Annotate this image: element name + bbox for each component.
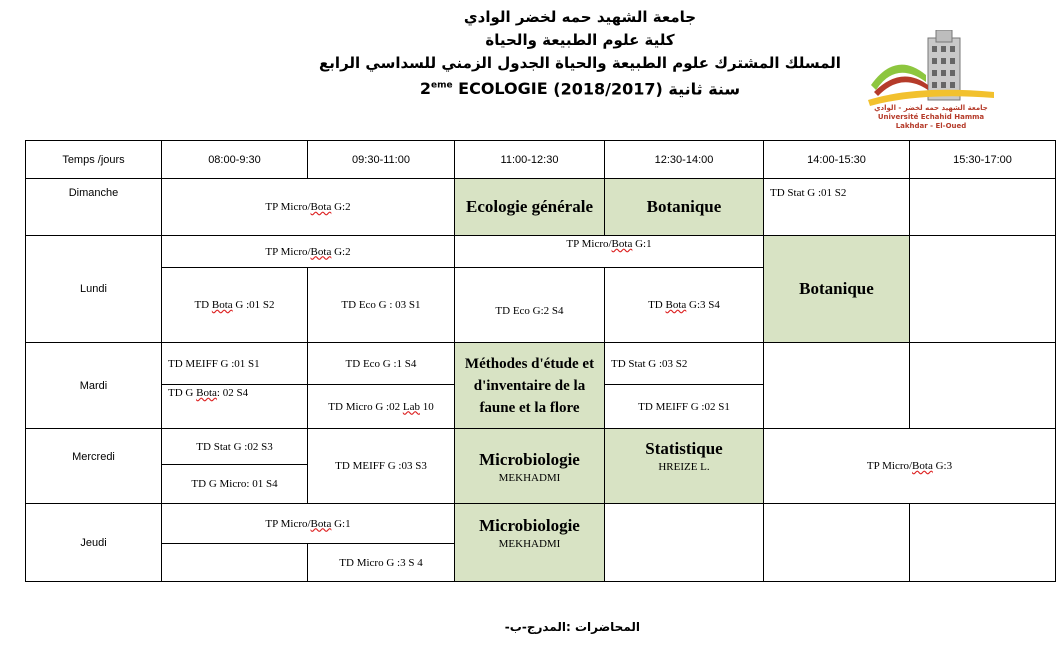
col-header: Temps /jours xyxy=(26,141,162,179)
session-cell: TP Micro/Bota G:1 xyxy=(455,236,764,268)
day-row-sunday xyxy=(26,179,1056,236)
lecture-cell: Statistique HREIZE L. xyxy=(605,429,764,504)
session-cell: TD Micro G :3 S 4 xyxy=(308,544,455,582)
session-cell: TD MEIFF G :01 S1 xyxy=(162,343,308,385)
session-cell: TD G Bota: 02 S4 xyxy=(162,385,308,429)
day-label: Lundi xyxy=(26,236,162,343)
session-cell: TD Stat G :01 S2 xyxy=(764,179,910,236)
day-label: Dimanche xyxy=(26,179,162,236)
session-cell: TD Eco G :1 S4 xyxy=(308,343,455,385)
lecture-cell: Ecologie générale xyxy=(455,179,605,236)
session-cell: TD Stat G :03 S2 xyxy=(605,343,764,385)
empty-cell xyxy=(764,504,910,582)
session-cell: TD MEIFF G :02 S1 xyxy=(605,385,764,429)
session-cell: TD Bota G :01 S2 xyxy=(162,268,308,343)
logo-caption: جامعة الشهيد حمه لخضر - الوادي Université Echahid Hamma Lakhdar - El-Oued xyxy=(874,104,988,130)
empty-cell xyxy=(162,544,308,582)
session-cell: TD Bota G:3 S4 xyxy=(605,268,764,343)
level-line xyxy=(250,75,910,100)
session-cell: TD Micro G :02 Lab 10 xyxy=(308,385,455,429)
session-cell: TP Micro/Bota G:3 xyxy=(764,429,1056,504)
col-header: 11:00-12:30 xyxy=(455,141,605,179)
session-cell: TP Micro/Bota G:2 xyxy=(162,179,455,236)
day-row-monday xyxy=(26,236,1056,268)
session-cell: TD Eco G : 03 S1 xyxy=(308,268,455,343)
timetable xyxy=(25,140,1056,582)
day-label: Jeudi xyxy=(26,504,162,582)
day-row-wednesday xyxy=(26,429,1056,465)
level-label: 2eme ECOLOGIE xyxy=(419,79,548,99)
lecture-cell: Botanique xyxy=(605,179,764,236)
schedule-title: المسلك المشترك علوم الطبيعة والحياة الجدول الزمني للسداسي الرابع xyxy=(319,54,841,72)
lecture-cell: Microbiologie MEKHADMI xyxy=(455,429,605,504)
day-row-thursday xyxy=(26,504,1056,544)
year-ar: سنة ثانية xyxy=(668,79,741,99)
session-cell: TD MEIFF G :03 S3 xyxy=(308,429,455,504)
col-header: 08:00-9:30 xyxy=(162,141,308,179)
col-header: 14:00-15:30 xyxy=(764,141,910,179)
session-cell: TD G Micro: 01 S4 xyxy=(162,465,308,504)
university-name: جامعة الشهيد حمه لخضر الوادي xyxy=(463,8,697,26)
empty-cell xyxy=(910,236,1056,343)
faculty-name: كلية علوم الطبيعة والحياة xyxy=(485,31,675,49)
session-cell: TD Eco G:2 S4 xyxy=(455,268,605,343)
col-header: 09:30-11:00 xyxy=(308,141,455,179)
session-cell: TP Micro/Bota G:1 xyxy=(162,504,455,544)
lecture-cell: Méthodes d'étude et d'inventaire de la faune et la flore xyxy=(455,343,605,429)
lecture-cell: Microbiologie MEKHADMI xyxy=(455,504,605,582)
footer-note: المحاضرات :المدرج-ب- xyxy=(504,620,640,634)
day-row-tuesday xyxy=(26,343,1056,385)
empty-cell xyxy=(910,343,1056,429)
empty-cell xyxy=(910,179,1056,236)
academic-year: (2018/2017) xyxy=(553,79,663,99)
session-cell: TP Micro/Bota G:2 xyxy=(162,236,455,268)
day-label: Mercredi xyxy=(26,429,162,504)
col-header: 15:30-17:00 xyxy=(910,141,1056,179)
session-cell: TD Stat G :02 S3 xyxy=(162,429,308,465)
day-label: Mardi xyxy=(26,343,162,429)
empty-cell xyxy=(910,504,1056,582)
col-header: 12:30-14:00 xyxy=(605,141,764,179)
header-row xyxy=(26,141,1056,179)
document-header xyxy=(250,6,910,100)
empty-cell xyxy=(764,343,910,429)
lecture-cell: Botanique xyxy=(764,236,910,343)
empty-cell xyxy=(605,504,764,582)
